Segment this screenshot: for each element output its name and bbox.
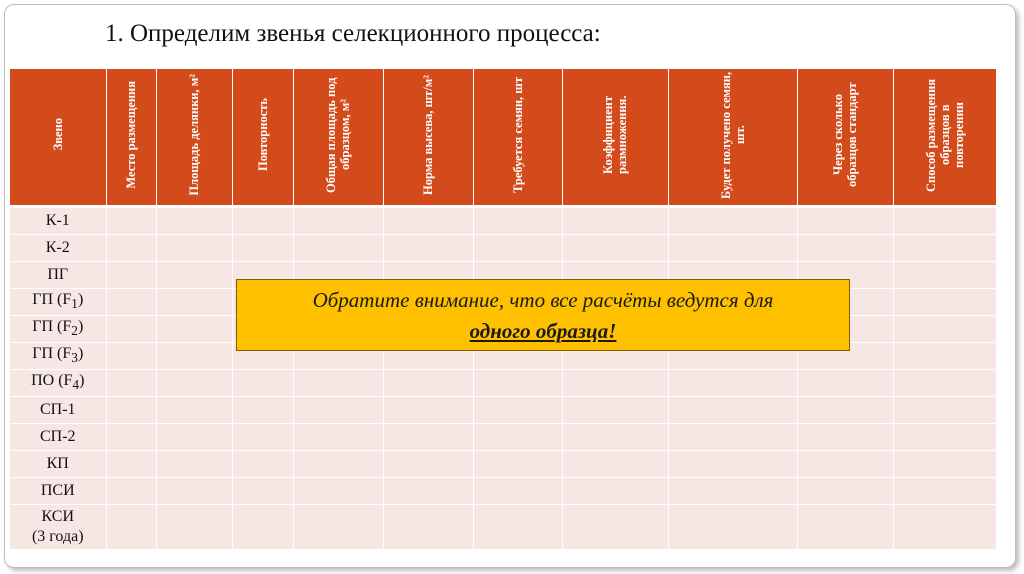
table-cell[interactable]	[893, 343, 996, 370]
slide-title: 1. Определим звенья селекционного процесса:	[105, 20, 601, 47]
header-label: Общая площадь под образцом, м²	[324, 76, 352, 193]
table-cell[interactable]	[893, 207, 996, 235]
table-cell[interactable]	[383, 424, 473, 451]
table-header-row	[10, 69, 996, 207]
table-cell[interactable]	[562, 451, 668, 478]
row-label: К-2	[10, 235, 106, 262]
table-cell[interactable]	[106, 424, 156, 451]
table-cell[interactable]	[562, 505, 668, 550]
table-row	[10, 505, 996, 550]
notice-box	[236, 279, 850, 351]
header-label: Площадь делянки, м²	[187, 73, 201, 196]
table-cell[interactable]	[106, 207, 156, 235]
header-cell	[797, 69, 893, 207]
table-cell[interactable]	[232, 424, 293, 451]
table-cell[interactable]	[797, 207, 893, 235]
table-cell[interactable]	[473, 451, 562, 478]
table-cell[interactable]	[293, 505, 383, 550]
table-row	[10, 478, 996, 505]
table-row	[10, 370, 996, 397]
row-label: ПО $(F_4)$	[10, 370, 106, 397]
table-cell[interactable]	[562, 424, 668, 451]
table-cell[interactable]	[383, 478, 473, 505]
notice-emphasis: одного образца!	[469, 319, 617, 343]
table-row	[10, 207, 996, 235]
header-label: Через сколько образцов стандарт	[831, 82, 859, 187]
row-label: ГП $(F_1)$	[10, 289, 106, 316]
table-cell[interactable]	[383, 370, 473, 397]
table-cell[interactable]	[156, 397, 232, 424]
table-cell[interactable]	[473, 478, 562, 505]
table-cell[interactable]	[893, 424, 996, 451]
header-label: Будет получено семян, шт.	[718, 70, 747, 199]
table-cell[interactable]	[797, 505, 893, 550]
table-cell[interactable]	[232, 478, 293, 505]
table-cell[interactable]	[106, 370, 156, 397]
header-cell	[293, 69, 383, 207]
table-cell[interactable]	[106, 235, 156, 262]
table-cell[interactable]	[473, 370, 562, 397]
table-cell[interactable]	[106, 316, 156, 343]
notice-line-1: Обратите внимание, что все расчёты ведутся для	[312, 288, 774, 312]
table-cell[interactable]	[797, 424, 893, 451]
table-cell[interactable]	[106, 505, 156, 550]
table-cell[interactable]	[293, 451, 383, 478]
header-cell	[562, 69, 668, 207]
table-cell[interactable]	[156, 289, 232, 316]
table-cell[interactable]	[473, 235, 562, 262]
header-cell	[106, 69, 156, 207]
header-cell	[156, 69, 232, 207]
row-label: КСИ (3 года)	[10, 505, 106, 550]
table-cell[interactable]	[893, 505, 996, 550]
header-label: Звено	[50, 118, 65, 151]
table-row	[10, 397, 996, 424]
table-cell[interactable]	[668, 505, 797, 550]
header-label: Повторность	[255, 97, 270, 172]
table-cell[interactable]	[156, 478, 232, 505]
table-cell[interactable]	[156, 505, 232, 550]
table-cell[interactable]	[893, 478, 996, 505]
table-cell[interactable]	[156, 424, 232, 451]
table-cell[interactable]	[668, 478, 797, 505]
table-cell[interactable]	[893, 235, 996, 262]
table-cell[interactable]	[893, 289, 996, 316]
table-cell[interactable]	[106, 451, 156, 478]
table-cell[interactable]	[668, 397, 797, 424]
table-cell[interactable]	[383, 397, 473, 424]
table-cell[interactable]	[232, 451, 293, 478]
table-cell[interactable]	[156, 207, 232, 235]
table-cell[interactable]	[106, 397, 156, 424]
table-cell[interactable]	[106, 343, 156, 370]
header-cell	[10, 69, 106, 207]
table-cell[interactable]	[562, 207, 668, 235]
table-cell[interactable]	[383, 235, 473, 262]
row-label: ПСИ	[10, 478, 106, 505]
header-label: Способ размещения образцов в повторении	[923, 77, 966, 192]
table-cell[interactable]	[797, 451, 893, 478]
header-cell	[383, 69, 473, 207]
header-cell	[232, 69, 293, 207]
table-cell[interactable]	[156, 343, 232, 370]
row-label: ГП $(F_3)$	[10, 343, 106, 370]
table-cell[interactable]	[156, 451, 232, 478]
table-cell[interactable]	[232, 505, 293, 550]
table-cell[interactable]	[562, 370, 668, 397]
table-cell[interactable]	[383, 207, 473, 235]
table-cell[interactable]	[232, 370, 293, 397]
table-cell[interactable]	[156, 316, 232, 343]
table-cell[interactable]	[156, 370, 232, 397]
table-cell[interactable]	[797, 478, 893, 505]
table-cell[interactable]	[562, 478, 668, 505]
table-cell[interactable]	[232, 207, 293, 235]
header-label: Коэффициент размножения.	[601, 95, 629, 174]
table-row	[10, 235, 996, 262]
table-cell[interactable]	[668, 207, 797, 235]
table-cell[interactable]	[797, 370, 893, 397]
header-label: Требуется семян, шт	[510, 76, 525, 193]
table-cell[interactable]	[293, 397, 383, 424]
row-label: СП-1	[10, 397, 106, 424]
header-cell	[668, 69, 797, 207]
table-cell[interactable]	[383, 505, 473, 550]
table-cell[interactable]	[668, 235, 797, 262]
row-label: ПГ	[10, 262, 106, 289]
table-cell[interactable]	[293, 207, 383, 235]
table-row	[10, 424, 996, 451]
table-cell[interactable]	[293, 370, 383, 397]
table-cell[interactable]	[797, 397, 893, 424]
table-cell[interactable]	[473, 424, 562, 451]
table-cell[interactable]	[473, 207, 562, 235]
table-cell[interactable]	[106, 262, 156, 289]
table-cell[interactable]	[293, 478, 383, 505]
row-label: СП-2	[10, 424, 106, 451]
table-cell[interactable]	[473, 397, 562, 424]
table-cell[interactable]	[232, 235, 293, 262]
row-label: КП	[10, 451, 106, 478]
table-cell[interactable]	[293, 424, 383, 451]
table-cell[interactable]	[668, 370, 797, 397]
table-cell[interactable]	[383, 451, 473, 478]
table-cell[interactable]	[893, 262, 996, 289]
table-cell[interactable]	[293, 235, 383, 262]
table-cell[interactable]	[156, 235, 232, 262]
header-label: Место размещения	[124, 80, 138, 189]
table-cell[interactable]	[893, 397, 996, 424]
table-cell[interactable]	[562, 235, 668, 262]
header-cell	[893, 69, 996, 207]
table-cell[interactable]	[232, 397, 293, 424]
table-body	[10, 207, 996, 550]
table-cell[interactable]	[562, 397, 668, 424]
table-cell[interactable]	[473, 505, 562, 550]
table-cell[interactable]	[106, 478, 156, 505]
table-cell[interactable]	[893, 451, 996, 478]
row-label: К-1	[10, 207, 106, 235]
table-row	[10, 451, 996, 478]
table-cell[interactable]	[106, 289, 156, 316]
table-cell[interactable]	[156, 262, 232, 289]
table-cell[interactable]	[797, 235, 893, 262]
table-cell[interactable]	[893, 370, 996, 397]
table-cell[interactable]	[668, 424, 797, 451]
table-cell[interactable]	[668, 451, 797, 478]
header-cell	[473, 69, 562, 207]
table-cell[interactable]	[893, 316, 996, 343]
header-label: Норма высева, шт/м²	[421, 74, 435, 195]
row-label: ГП $(F_2)$	[10, 316, 106, 343]
